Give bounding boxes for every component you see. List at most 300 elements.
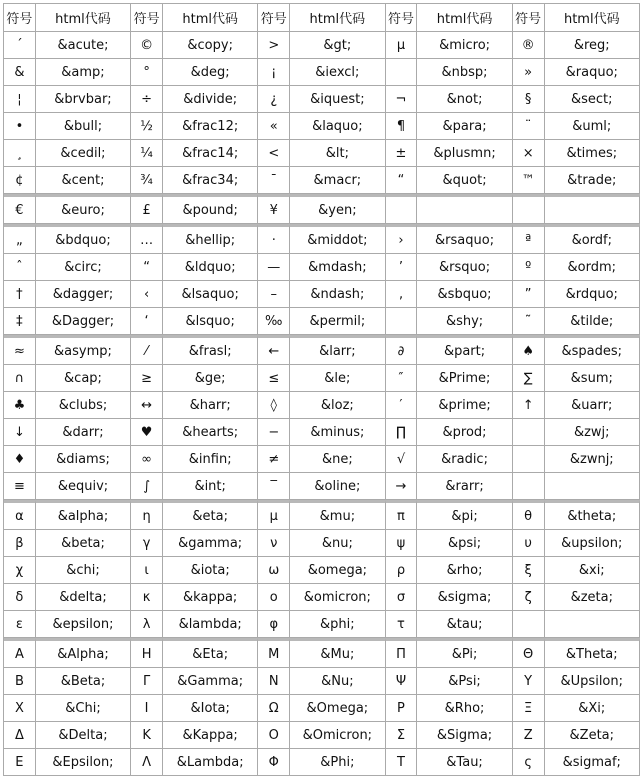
entity-symbol-cell: … — [131, 224, 163, 254]
entity-code-cell: &Eta; — [163, 638, 258, 668]
table-row — [4, 638, 640, 668]
entity-code-cell — [417, 194, 512, 224]
entity-symbol-cell: ζ — [513, 584, 545, 611]
entity-code-cell: &reg; — [545, 32, 640, 59]
entity-symbol-cell: ′ — [386, 392, 418, 419]
entity-symbol-cell: θ — [513, 500, 545, 530]
entity-code-cell: &not; — [417, 86, 512, 113]
entity-code-cell: &zwnj; — [545, 446, 640, 473]
entity-symbol-cell: Α — [4, 638, 36, 668]
entity-symbol-cell: δ — [4, 584, 36, 611]
entity-symbol-cell: ‡ — [4, 308, 36, 335]
entity-symbol-cell: Ι — [131, 695, 163, 722]
table-row — [4, 194, 640, 224]
entity-symbol-cell: υ — [513, 530, 545, 557]
entity-symbol-cell: › — [386, 224, 418, 254]
entity-code-cell: &omega; — [290, 557, 385, 584]
entity-code-cell: &bdquo; — [36, 224, 131, 254]
entity-symbol-cell: ◊ — [258, 392, 290, 419]
entity-symbol-cell: ¼ — [131, 140, 163, 167]
entity-symbol-cell: • — [4, 113, 36, 140]
entity-code-cell: &psi; — [417, 530, 512, 557]
entity-code-cell: &euro; — [36, 194, 131, 224]
table-row — [4, 86, 640, 113]
table-row — [4, 392, 640, 419]
code-header: html代码 — [163, 4, 258, 32]
entity-code-cell: &lt; — [290, 140, 385, 167]
symbol-header: 符号 — [386, 4, 418, 32]
entity-code-cell: &uml; — [545, 113, 640, 140]
entity-symbol-cell: ♥ — [131, 419, 163, 446]
entity-symbol-cell: Σ — [386, 722, 418, 749]
entity-code-cell: &bull; — [36, 113, 131, 140]
entity-symbol-cell: ∞ — [131, 446, 163, 473]
entity-symbol-cell: Κ — [131, 722, 163, 749]
entity-symbol-cell — [386, 194, 418, 224]
entity-symbol-cell: ‹ — [131, 281, 163, 308]
entity-symbol-cell: Γ — [131, 668, 163, 695]
entity-symbol-cell: ← — [258, 335, 290, 365]
entity-symbol-cell: ‚ — [386, 281, 418, 308]
entity-code-cell: &frac14; — [163, 140, 258, 167]
entity-code-cell: &spades; — [545, 335, 640, 365]
entity-symbol-cell: Ζ — [513, 722, 545, 749]
entity-symbol-cell: £ — [131, 194, 163, 224]
entity-code-cell: &upsilon; — [545, 530, 640, 557]
entity-symbol-cell: € — [4, 194, 36, 224]
entity-code-cell: &delta; — [36, 584, 131, 611]
entity-symbol-cell: ± — [386, 140, 418, 167]
entity-symbol-cell: Ψ — [386, 668, 418, 695]
entity-symbol-cell: – — [258, 281, 290, 308]
entity-code-cell: &Rho; — [417, 695, 512, 722]
entity-symbol-cell — [513, 419, 545, 446]
entity-symbol-cell: ¶ — [386, 113, 418, 140]
entity-code-cell: &cedil; — [36, 140, 131, 167]
entity-code-cell: &Sigma; — [417, 722, 512, 749]
entity-symbol-cell: Β — [4, 668, 36, 695]
entity-symbol-cell: η — [131, 500, 163, 530]
entity-code-cell: &Omicron; — [290, 722, 385, 749]
entity-code-cell: &asymp; — [36, 335, 131, 365]
entity-symbol-cell: β — [4, 530, 36, 557]
entity-code-cell: &Epsilon; — [36, 749, 131, 776]
entity-symbol-cell: ≥ — [131, 365, 163, 392]
entity-code-cell: &divide; — [163, 86, 258, 113]
entity-code-cell: &Xi; — [545, 695, 640, 722]
entity-symbol-cell: ο — [258, 584, 290, 611]
entity-code-cell: &equiv; — [36, 473, 131, 500]
entity-symbol-cell: ∑ — [513, 365, 545, 392]
entity-code-cell: &zwj; — [545, 419, 640, 446]
entity-symbol-cell: ↑ — [513, 392, 545, 419]
table-row — [4, 500, 640, 530]
entity-symbol-cell: “ — [386, 167, 418, 194]
entity-code-cell: &ordm; — [545, 254, 640, 281]
table-row — [4, 584, 640, 611]
entity-symbol-cell: ¸ — [4, 140, 36, 167]
table-row — [4, 308, 640, 335]
table-row — [4, 32, 640, 59]
entity-symbol-cell: Ξ — [513, 695, 545, 722]
code-header: html代码 — [545, 4, 640, 32]
entity-symbol-cell: „ — [4, 224, 36, 254]
entity-symbol-cell — [513, 446, 545, 473]
entity-code-cell: &macr; — [290, 167, 385, 194]
entity-code-cell: &omicron; — [290, 584, 385, 611]
entity-symbol-cell: > — [258, 32, 290, 59]
entity-symbol-cell: σ — [386, 584, 418, 611]
entity-symbol-cell — [386, 59, 418, 86]
entity-code-cell: &beta; — [36, 530, 131, 557]
entity-code-cell: &Nu; — [290, 668, 385, 695]
table-row — [4, 419, 640, 446]
entity-code-cell: &lambda; — [163, 611, 258, 638]
entity-code-cell: &phi; — [290, 611, 385, 638]
entity-code-cell: &brvbar; — [36, 86, 131, 113]
entity-code-cell: &lsquo; — [163, 308, 258, 335]
entity-symbol-cell: ˆ — [4, 254, 36, 281]
entity-code-cell: &pound; — [163, 194, 258, 224]
entity-symbol-cell: ↔ — [131, 392, 163, 419]
entity-symbol-cell: − — [258, 419, 290, 446]
entity-code-cell — [545, 611, 640, 638]
entity-symbol-cell: λ — [131, 611, 163, 638]
entity-symbol-cell: × — [513, 140, 545, 167]
entity-code-cell: &dagger; — [36, 281, 131, 308]
entity-symbol-cell: © — [131, 32, 163, 59]
entity-code-cell: &Omega; — [290, 695, 385, 722]
table-row — [4, 611, 640, 638]
entity-symbol-cell: µ — [386, 32, 418, 59]
entity-code-cell: &le; — [290, 365, 385, 392]
entity-symbol-cell — [386, 308, 418, 335]
entity-symbol-cell: ® — [513, 32, 545, 59]
entity-code-cell: &alpha; — [36, 500, 131, 530]
entity-symbol-cell: Υ — [513, 668, 545, 695]
entity-code-cell: &eta; — [163, 500, 258, 530]
entity-symbol-cell: ∂ — [386, 335, 418, 365]
entity-code-cell: &Kappa; — [163, 722, 258, 749]
entity-code-cell: &Phi; — [290, 749, 385, 776]
entity-symbol-cell: ¡ — [258, 59, 290, 86]
entity-symbol-cell: · — [258, 224, 290, 254]
html-entity-table — [3, 3, 640, 776]
entity-symbol-cell: § — [513, 86, 545, 113]
entity-code-cell: &kappa; — [163, 584, 258, 611]
entity-symbol-cell: ’ — [386, 254, 418, 281]
entity-code-cell: &nbsp; — [417, 59, 512, 86]
entity-symbol-cell: & — [4, 59, 36, 86]
entity-code-cell: &laquo; — [290, 113, 385, 140]
entity-code-cell: &circ; — [36, 254, 131, 281]
entity-code-cell: &Alpha; — [36, 638, 131, 668]
entity-symbol-cell: ≈ — [4, 335, 36, 365]
entity-symbol-cell: º — [513, 254, 545, 281]
entity-code-cell: &acute; — [36, 32, 131, 59]
entity-code-cell: &part; — [417, 335, 512, 365]
entity-code-cell: &plusmn; — [417, 140, 512, 167]
entity-code-cell: &frac12; — [163, 113, 258, 140]
entity-code-cell: &uarr; — [545, 392, 640, 419]
entity-symbol-cell: — — [258, 254, 290, 281]
entity-code-cell: &rho; — [417, 557, 512, 584]
table-row — [4, 59, 640, 86]
table-row — [4, 695, 640, 722]
symbol-header: 符号 — [258, 4, 290, 32]
entity-code-cell: &ge; — [163, 365, 258, 392]
entity-symbol-cell: ° — [131, 59, 163, 86]
table-row — [4, 335, 640, 365]
entity-code-cell: &theta; — [545, 500, 640, 530]
entity-code-cell: &chi; — [36, 557, 131, 584]
entity-code-cell: &pi; — [417, 500, 512, 530]
symbol-header: 符号 — [513, 4, 545, 32]
entity-code-cell: &prime; — [417, 392, 512, 419]
entity-symbol-cell: ÷ — [131, 86, 163, 113]
entity-code-cell: &raquo; — [545, 59, 640, 86]
entity-symbol-cell: ε — [4, 611, 36, 638]
entity-symbol-cell: χ — [4, 557, 36, 584]
entity-code-cell: &radic; — [417, 446, 512, 473]
entity-code-cell: &micro; — [417, 32, 512, 59]
entity-symbol-cell: ´ — [4, 32, 36, 59]
entity-code-cell: &hearts; — [163, 419, 258, 446]
entity-symbol-cell: ∏ — [386, 419, 418, 446]
entity-symbol-cell: → — [386, 473, 418, 500]
entity-code-cell: &Psi; — [417, 668, 512, 695]
entity-symbol-cell: » — [513, 59, 545, 86]
entity-code-cell: &shy; — [417, 308, 512, 335]
table-row — [4, 281, 640, 308]
entity-code-cell: &Beta; — [36, 668, 131, 695]
entity-symbol-cell: ≤ — [258, 365, 290, 392]
entity-symbol-cell — [513, 473, 545, 500]
entity-symbol-cell: ≠ — [258, 446, 290, 473]
entity-code-cell: &lsaquo; — [163, 281, 258, 308]
table-row — [4, 140, 640, 167]
entity-symbol-cell: < — [258, 140, 290, 167]
entity-symbol-cell: « — [258, 113, 290, 140]
entity-code-cell: &gamma; — [163, 530, 258, 557]
entity-symbol-cell: ψ — [386, 530, 418, 557]
entity-code-cell: &iota; — [163, 557, 258, 584]
entity-code-cell: &infin; — [163, 446, 258, 473]
entity-symbol-cell: ˜ — [513, 308, 545, 335]
entity-code-cell: &sigmaf; — [545, 749, 640, 776]
entity-code-cell: &oline; — [290, 473, 385, 500]
entity-symbol-cell: Π — [386, 638, 418, 668]
entity-symbol-cell: ¢ — [4, 167, 36, 194]
entity-symbol-cell: ″ — [386, 365, 418, 392]
entity-code-cell: &frasl; — [163, 335, 258, 365]
entity-code-cell: &times; — [545, 140, 640, 167]
entity-code-cell: &mdash; — [290, 254, 385, 281]
entity-code-cell: &Zeta; — [545, 722, 640, 749]
entity-code-cell: &Prime; — [417, 365, 512, 392]
entity-symbol-cell: Θ — [513, 638, 545, 668]
entity-code-cell: &gt; — [290, 32, 385, 59]
entity-code-cell: &Theta; — [545, 638, 640, 668]
table-row — [4, 749, 640, 776]
entity-symbol-cell: Η — [131, 638, 163, 668]
entity-symbol-cell: ≡ — [4, 473, 36, 500]
table-row — [4, 113, 640, 140]
entity-code-cell: &rarr; — [417, 473, 512, 500]
entity-code-cell: &rsaquo; — [417, 224, 512, 254]
entity-code-cell: &loz; — [290, 392, 385, 419]
entity-symbol-cell: Χ — [4, 695, 36, 722]
table-body — [4, 32, 640, 776]
entity-code-cell: &int; — [163, 473, 258, 500]
entity-code-cell: &amp; — [36, 59, 131, 86]
table-row — [4, 473, 640, 500]
entity-symbol-cell: ν — [258, 530, 290, 557]
entity-code-cell: &Dagger; — [36, 308, 131, 335]
entity-symbol-cell: ½ — [131, 113, 163, 140]
entity-code-cell: &Upsilon; — [545, 668, 640, 695]
entity-symbol-cell — [513, 194, 545, 224]
entity-code-cell: &epsilon; — [36, 611, 131, 638]
entity-code-cell: &harr; — [163, 392, 258, 419]
entity-symbol-cell: κ — [131, 584, 163, 611]
table-row — [4, 365, 640, 392]
entity-symbol-cell: † — [4, 281, 36, 308]
entity-code-cell — [545, 194, 640, 224]
entity-symbol-cell: μ — [258, 500, 290, 530]
table-row — [4, 446, 640, 473]
entity-symbol-cell: ¿ — [258, 86, 290, 113]
entity-code-cell: &frac34; — [163, 167, 258, 194]
entity-symbol-cell: Τ — [386, 749, 418, 776]
symbol-header: 符号 — [4, 4, 36, 32]
entity-code-cell: &Mu; — [290, 638, 385, 668]
entity-code-cell: &cent; — [36, 167, 131, 194]
entity-symbol-cell: Ω — [258, 695, 290, 722]
table-row — [4, 557, 640, 584]
entity-symbol-cell: ¦ — [4, 86, 36, 113]
entity-symbol-cell: ⁄ — [131, 335, 163, 365]
entity-code-cell: &Tau; — [417, 749, 512, 776]
entity-symbol-cell: ∫ — [131, 473, 163, 500]
entity-code-cell: &sbquo; — [417, 281, 512, 308]
entity-symbol-cell: α — [4, 500, 36, 530]
entity-symbol-cell: ¾ — [131, 167, 163, 194]
entity-symbol-cell: ρ — [386, 557, 418, 584]
entity-code-cell: &xi; — [545, 557, 640, 584]
table-row — [4, 254, 640, 281]
entity-symbol-cell: Φ — [258, 749, 290, 776]
entity-code-cell — [545, 473, 640, 500]
entity-symbol-cell: Μ — [258, 638, 290, 668]
entity-code-cell: &Pi; — [417, 638, 512, 668]
table-row — [4, 668, 640, 695]
entity-symbol-cell: Ε — [4, 749, 36, 776]
entity-code-cell: &rdquo; — [545, 281, 640, 308]
entity-code-cell: &ldquo; — [163, 254, 258, 281]
entity-symbol-cell: ” — [513, 281, 545, 308]
entity-symbol-cell: ω — [258, 557, 290, 584]
entity-code-cell: &tau; — [417, 611, 512, 638]
entity-code-cell: &hellip; — [163, 224, 258, 254]
entity-code-cell: &nu; — [290, 530, 385, 557]
code-header: html代码 — [36, 4, 131, 32]
entity-code-cell: &tilde; — [545, 308, 640, 335]
table-row — [4, 530, 640, 557]
entity-code-cell: &minus; — [290, 419, 385, 446]
entity-code-cell: &Chi; — [36, 695, 131, 722]
table-row — [4, 224, 640, 254]
code-header: html代码 — [417, 4, 512, 32]
entity-symbol-cell: γ — [131, 530, 163, 557]
entity-symbol-cell: ‘ — [131, 308, 163, 335]
header-row — [4, 4, 640, 32]
entity-code-cell: &sum; — [545, 365, 640, 392]
entity-symbol-cell: ¥ — [258, 194, 290, 224]
entity-symbol-cell: Ρ — [386, 695, 418, 722]
entity-symbol-cell: φ — [258, 611, 290, 638]
entity-code-cell: &prod; — [417, 419, 512, 446]
entity-symbol-cell: ι — [131, 557, 163, 584]
entity-symbol-cell: “ — [131, 254, 163, 281]
entity-code-cell: &ordf; — [545, 224, 640, 254]
entity-symbol-cell: ↓ — [4, 419, 36, 446]
entity-symbol-cell: ‰ — [258, 308, 290, 335]
entity-code-cell: &sigma; — [417, 584, 512, 611]
entity-code-cell: &permil; — [290, 308, 385, 335]
entity-symbol-cell: π — [386, 500, 418, 530]
entity-symbol-cell: ¯ — [258, 167, 290, 194]
entity-code-cell: &zeta; — [545, 584, 640, 611]
entity-code-cell: &sect; — [545, 86, 640, 113]
entity-symbol-cell: ‾ — [258, 473, 290, 500]
entity-symbol-cell: ♠ — [513, 335, 545, 365]
symbol-header: 符号 — [131, 4, 163, 32]
entity-symbol-cell: τ — [386, 611, 418, 638]
entity-code-cell: &middot; — [290, 224, 385, 254]
entity-symbol-cell: ¨ — [513, 113, 545, 140]
entity-code-cell: &cap; — [36, 365, 131, 392]
entity-symbol-cell: Ο — [258, 722, 290, 749]
entity-symbol-cell: Ν — [258, 668, 290, 695]
entity-code-cell: &copy; — [163, 32, 258, 59]
entity-code-cell: &ndash; — [290, 281, 385, 308]
entity-code-cell: &mu; — [290, 500, 385, 530]
entity-code-cell: &Delta; — [36, 722, 131, 749]
entity-symbol-cell: ∩ — [4, 365, 36, 392]
entity-symbol-cell: ♣ — [4, 392, 36, 419]
entity-code-cell: &darr; — [36, 419, 131, 446]
code-header: html代码 — [290, 4, 385, 32]
entity-code-cell: &diams; — [36, 446, 131, 473]
entity-symbol-cell: ♦ — [4, 446, 36, 473]
table-row — [4, 722, 640, 749]
entity-symbol-cell: ξ — [513, 557, 545, 584]
entity-symbol-cell: ª — [513, 224, 545, 254]
entity-code-cell: &Lambda; — [163, 749, 258, 776]
entity-symbol-cell: ς — [513, 749, 545, 776]
entity-code-cell: &iquest; — [290, 86, 385, 113]
entity-symbol-cell: √ — [386, 446, 418, 473]
entity-symbol-cell: Δ — [4, 722, 36, 749]
entity-code-cell: &ne; — [290, 446, 385, 473]
entity-code-cell: &clubs; — [36, 392, 131, 419]
entity-code-cell: &Gamma; — [163, 668, 258, 695]
entity-symbol-cell: ™ — [513, 167, 545, 194]
entity-symbol-cell — [513, 611, 545, 638]
entity-code-cell: &para; — [417, 113, 512, 140]
entity-symbol-cell: ¬ — [386, 86, 418, 113]
